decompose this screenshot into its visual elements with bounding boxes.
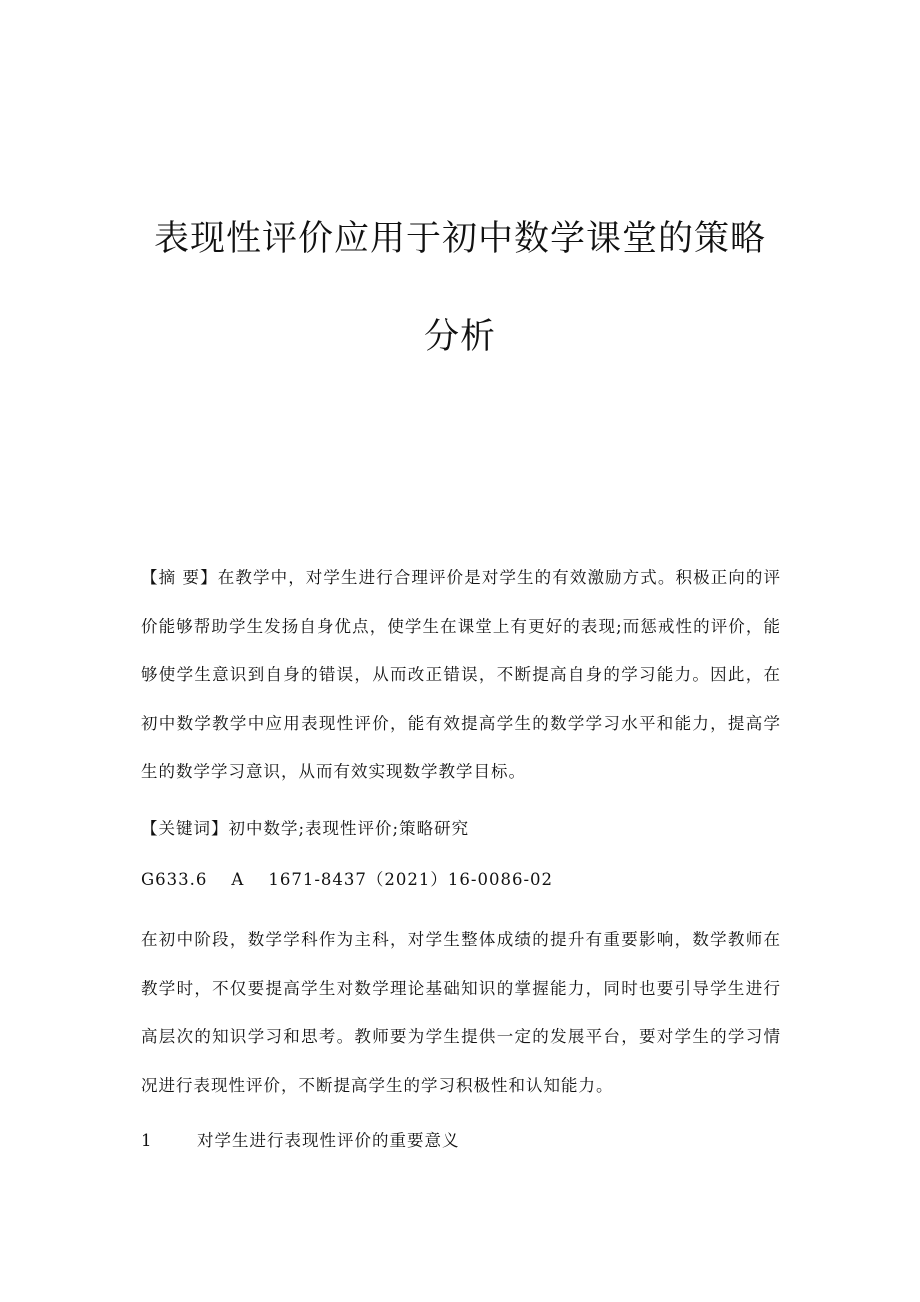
title-line-1: 表现性评价应用于初中数学课堂的策略 — [153, 219, 766, 259]
section-title: 对学生进行表现性评价的重要意义 — [197, 1131, 460, 1150]
section-heading-1 — [141, 1117, 460, 1165]
title-line-2: 分析 — [423, 317, 496, 357]
keywords-text: 初中数学;表现性评价;策略研究 — [228, 819, 470, 838]
clc-number: G633.6 — [141, 870, 208, 889]
article-number: 1671-8437（2021）16-0086-02 — [268, 870, 554, 889]
document-code: A — [231, 870, 245, 889]
keywords-label: 【关键词】 — [141, 819, 229, 838]
keywords — [141, 805, 781, 854]
abstract-text: 在教学中，对学生进行合理评价是对学生的有效激励方式。积极正向的评价能够帮助学生发扬自身优点，使学生在课堂上有更好的表现;而惩戒性的评价，能够使学生意识到自身的错误，从而改正错误，不断提高自身的学习能力。因此，在初中数学教学中应用表现性评价，能有效提高学生的数学学习水平和能力，提高学生的数学学习意识，从而有效实现数学教学目标。 — [141, 568, 782, 781]
intro-paragraph: 在初中阶段，数学学科作为主科，对学生整体成绩的提升有重要影响，数学教师在教学时，不仅要提高学生对数学理论基础知识的掌握能力，同时也要引导学生进行高层次的知识学习和思考。教师要为学生提供一定的发展平台，要对学生的学习情况进行表现性评价，不断提高学生的学习积极性和认知能力。 — [141, 930, 781, 1095]
abstract-label: 【摘 要】 — [141, 568, 218, 587]
abstract — [141, 554, 781, 797]
section-number: 1 — [141, 1131, 153, 1150]
classification-info — [141, 856, 781, 905]
